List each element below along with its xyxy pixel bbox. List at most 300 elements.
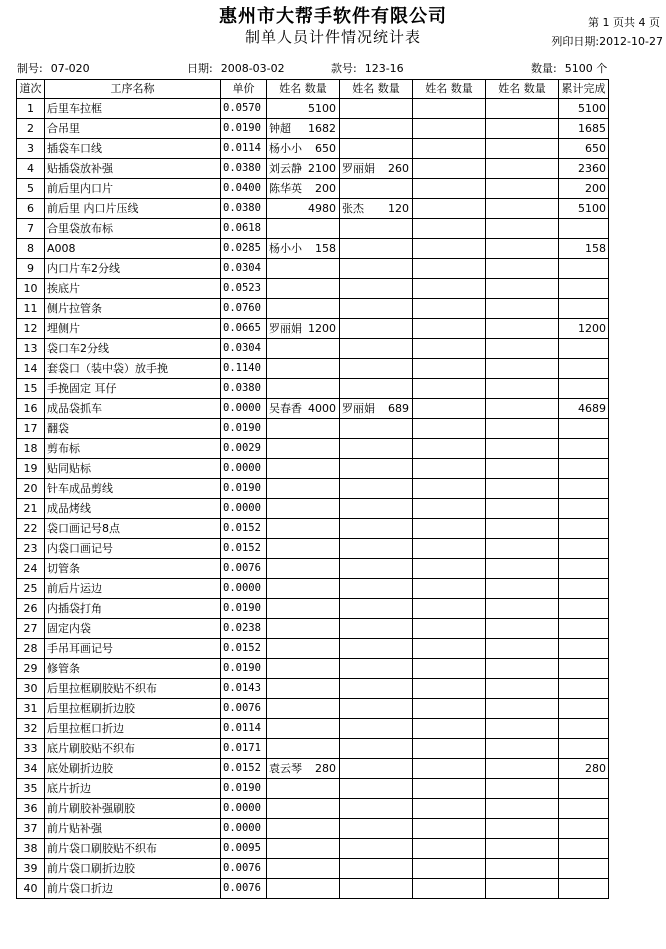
seq-cell: 14 bbox=[17, 359, 45, 379]
seq-cell: 7 bbox=[17, 219, 45, 239]
worker-cell bbox=[413, 539, 486, 559]
worker-cell bbox=[340, 579, 413, 599]
unit-price-cell: 0.0000 bbox=[221, 499, 267, 519]
worker-cell bbox=[267, 179, 340, 199]
cumulative-total-cell bbox=[559, 879, 609, 899]
worker-cell bbox=[486, 279, 559, 299]
worker-cell bbox=[486, 819, 559, 839]
unit-price-cell: 0.0285 bbox=[221, 239, 267, 259]
cumulative-total-cell bbox=[559, 679, 609, 699]
unit-price-cell: 0.0304 bbox=[221, 339, 267, 359]
seq-cell: 9 bbox=[17, 259, 45, 279]
table-row bbox=[17, 339, 609, 359]
worker-cell bbox=[267, 439, 340, 459]
seq-cell: 29 bbox=[17, 659, 45, 679]
worker-cell bbox=[267, 739, 340, 759]
worker-cell bbox=[340, 759, 413, 779]
worker-cell bbox=[413, 859, 486, 879]
table-row bbox=[17, 219, 609, 239]
process-name-cell: 前片袋口刷胶贴不织布 bbox=[45, 839, 221, 859]
table-header-row bbox=[17, 80, 609, 99]
order-no-value: 07-020 bbox=[50, 62, 90, 75]
cumulative-total-cell bbox=[559, 799, 609, 819]
table-row bbox=[17, 879, 609, 899]
table-row bbox=[17, 719, 609, 739]
cumulative-total-cell: 4689 bbox=[559, 399, 609, 419]
order-no bbox=[17, 60, 90, 76]
worker-cell bbox=[413, 619, 486, 639]
process-name-cell: 后里拉框刷折边胶 bbox=[45, 699, 221, 719]
unit-price-cell: 0.0238 bbox=[221, 619, 267, 639]
unit-price-cell: 0.0000 bbox=[221, 799, 267, 819]
table-row bbox=[17, 419, 609, 439]
seq-cell: 37 bbox=[17, 819, 45, 839]
worker-cell bbox=[340, 439, 413, 459]
style-no bbox=[331, 60, 404, 76]
worker-cell bbox=[486, 659, 559, 679]
worker-qty: 1682 bbox=[308, 122, 336, 135]
worker-cell bbox=[413, 819, 486, 839]
worker-cell bbox=[413, 359, 486, 379]
cumulative-total-cell bbox=[559, 699, 609, 719]
seq-cell: 15 bbox=[17, 379, 45, 399]
worker-cell bbox=[486, 239, 559, 259]
cumulative-total-cell bbox=[559, 819, 609, 839]
worker-cell bbox=[486, 739, 559, 759]
worker-cell bbox=[413, 339, 486, 359]
worker-cell bbox=[267, 619, 340, 639]
worker-cell bbox=[486, 199, 559, 219]
col-total-header: 累计完成 bbox=[559, 80, 609, 99]
worker-cell bbox=[486, 379, 559, 399]
worker-cell bbox=[267, 699, 340, 719]
cumulative-total-cell bbox=[559, 339, 609, 359]
process-name-cell: 翻袋 bbox=[45, 419, 221, 439]
cumulative-total-cell: 5100 bbox=[559, 99, 609, 119]
process-name-cell: 挨底片 bbox=[45, 279, 221, 299]
unit-price-cell: 0.0152 bbox=[221, 539, 267, 559]
process-name-cell: 前片贴补强 bbox=[45, 819, 221, 839]
table-row bbox=[17, 159, 609, 179]
seq-cell: 11 bbox=[17, 299, 45, 319]
seq-cell: 40 bbox=[17, 879, 45, 899]
seq-cell: 33 bbox=[17, 739, 45, 759]
worker-cell bbox=[267, 379, 340, 399]
seq-cell: 35 bbox=[17, 779, 45, 799]
cumulative-total-cell bbox=[559, 379, 609, 399]
worker-cell bbox=[340, 299, 413, 319]
col-seq-header: 道次 bbox=[17, 80, 45, 99]
worker-cell bbox=[267, 219, 340, 239]
worker-cell bbox=[413, 199, 486, 219]
unit-price-cell: 0.0190 bbox=[221, 419, 267, 439]
worker-cell bbox=[340, 559, 413, 579]
col-worker2-header: 姓名 数量 bbox=[340, 80, 413, 99]
cumulative-total-cell bbox=[559, 599, 609, 619]
worker-cell bbox=[267, 159, 340, 179]
worker-cell bbox=[413, 119, 486, 139]
worker-cell bbox=[340, 279, 413, 299]
seq-cell: 19 bbox=[17, 459, 45, 479]
unit-price-cell: 0.0380 bbox=[221, 379, 267, 399]
process-name-cell: 后里拉框刷胶贴不织布 bbox=[45, 679, 221, 699]
worker-qty: 280 bbox=[315, 762, 336, 775]
worker-cell bbox=[267, 639, 340, 659]
worker-cell bbox=[486, 479, 559, 499]
unit-price-cell: 0.0076 bbox=[221, 699, 267, 719]
worker-cell bbox=[413, 99, 486, 119]
process-name-cell: 后里拉框口折边 bbox=[45, 719, 221, 739]
worker-cell bbox=[486, 439, 559, 459]
worker-cell bbox=[340, 779, 413, 799]
worker-cell bbox=[486, 619, 559, 639]
process-name-cell: 前片刷胶补强刷胶 bbox=[45, 799, 221, 819]
worker-cell bbox=[413, 799, 486, 819]
worker-name: 杨小小 bbox=[269, 142, 302, 155]
unit-price-cell: 0.0171 bbox=[221, 739, 267, 759]
worker-cell bbox=[340, 399, 413, 419]
process-name-cell: 内插袋打角 bbox=[45, 599, 221, 619]
worker-cell bbox=[267, 459, 340, 479]
worker-cell bbox=[413, 439, 486, 459]
table-row bbox=[17, 539, 609, 559]
worker-cell bbox=[486, 319, 559, 339]
cumulative-total-cell: 158 bbox=[559, 239, 609, 259]
worker-name: 罗丽娟 bbox=[342, 402, 375, 415]
seq-cell: 1 bbox=[17, 99, 45, 119]
table-row bbox=[17, 579, 609, 599]
worker-cell bbox=[413, 779, 486, 799]
process-name-cell: 底片折边 bbox=[45, 779, 221, 799]
worker-cell bbox=[340, 219, 413, 239]
worker-cell bbox=[486, 299, 559, 319]
unit-price-cell: 0.0190 bbox=[221, 599, 267, 619]
table-row bbox=[17, 799, 609, 819]
cumulative-total-cell bbox=[559, 459, 609, 479]
worker-cell bbox=[413, 739, 486, 759]
unit-price-cell: 0.0029 bbox=[221, 439, 267, 459]
process-name-cell: 固定内袋 bbox=[45, 619, 221, 639]
unit-price-cell: 0.0380 bbox=[221, 199, 267, 219]
worker-cell bbox=[267, 719, 340, 739]
worker-cell bbox=[340, 99, 413, 119]
worker-qty: 2100 bbox=[308, 162, 336, 175]
worker-cell bbox=[267, 679, 340, 699]
unit-price-cell: 0.0000 bbox=[221, 399, 267, 419]
cumulative-total-cell: 200 bbox=[559, 179, 609, 199]
seq-cell: 4 bbox=[17, 159, 45, 179]
table-row bbox=[17, 379, 609, 399]
worker-cell bbox=[486, 519, 559, 539]
worker-cell bbox=[486, 759, 559, 779]
process-name-cell: 剪布标 bbox=[45, 439, 221, 459]
worker-name: 陈华英 bbox=[269, 182, 302, 195]
cumulative-total-cell bbox=[559, 299, 609, 319]
process-name-cell: 插袋车口线 bbox=[45, 139, 221, 159]
worker-cell bbox=[340, 859, 413, 879]
worker-cell bbox=[413, 159, 486, 179]
unit-price-cell: 0.0076 bbox=[221, 859, 267, 879]
seq-cell: 25 bbox=[17, 579, 45, 599]
table-row bbox=[17, 259, 609, 279]
seq-cell: 20 bbox=[17, 479, 45, 499]
cumulative-total-cell bbox=[559, 279, 609, 299]
worker-cell bbox=[413, 419, 486, 439]
print-date: 列印日期:2012-10-27 bbox=[551, 35, 663, 48]
seq-cell: 32 bbox=[17, 719, 45, 739]
worker-cell bbox=[267, 239, 340, 259]
cumulative-total-cell bbox=[559, 519, 609, 539]
worker-cell bbox=[486, 559, 559, 579]
unit-price-cell: 0.0114 bbox=[221, 719, 267, 739]
unit-price-cell: 0.0095 bbox=[221, 839, 267, 859]
worker-cell bbox=[267, 139, 340, 159]
unit-price-cell: 0.0152 bbox=[221, 639, 267, 659]
worker-name: 刘云静 bbox=[269, 162, 302, 175]
process-name-cell: 内口片车2分线 bbox=[45, 259, 221, 279]
process-name-cell: 前后里 内口片压线 bbox=[45, 199, 221, 219]
seq-cell: 12 bbox=[17, 319, 45, 339]
worker-cell bbox=[340, 499, 413, 519]
cumulative-total-cell bbox=[559, 619, 609, 639]
table-row bbox=[17, 299, 609, 319]
process-name-cell: 底处刷折边胶 bbox=[45, 759, 221, 779]
worker-name: 袁云琴 bbox=[269, 762, 302, 775]
cumulative-total-cell: 5100 bbox=[559, 199, 609, 219]
table-row bbox=[17, 519, 609, 539]
worker-cell bbox=[340, 319, 413, 339]
table-row bbox=[17, 499, 609, 519]
process-name-cell: 前后里内口片 bbox=[45, 179, 221, 199]
cumulative-total-cell: 2360 bbox=[559, 159, 609, 179]
seq-cell: 6 bbox=[17, 199, 45, 219]
cumulative-total-cell bbox=[559, 719, 609, 739]
worker-cell bbox=[340, 719, 413, 739]
worker-cell bbox=[486, 719, 559, 739]
worker-cell bbox=[340, 339, 413, 359]
unit-price-cell: 0.0190 bbox=[221, 479, 267, 499]
unit-price-cell: 0.0152 bbox=[221, 759, 267, 779]
table-row bbox=[17, 319, 609, 339]
worker-name: 罗丽娟 bbox=[342, 162, 375, 175]
table-row bbox=[17, 559, 609, 579]
seq-cell: 38 bbox=[17, 839, 45, 859]
worker-cell bbox=[486, 499, 559, 519]
worker-cell bbox=[413, 559, 486, 579]
worker-cell bbox=[413, 839, 486, 859]
worker-cell bbox=[267, 539, 340, 559]
style-no-label: 款号: bbox=[331, 62, 357, 75]
worker-cell bbox=[267, 319, 340, 339]
worker-qty: 120 bbox=[388, 202, 409, 215]
seq-cell: 10 bbox=[17, 279, 45, 299]
worker-qty: 260 bbox=[388, 162, 409, 175]
process-name-cell: 合吊里 bbox=[45, 119, 221, 139]
worker-cell bbox=[267, 519, 340, 539]
worker-cell bbox=[340, 359, 413, 379]
worker-cell bbox=[267, 599, 340, 619]
process-name-cell: 后里车拉框 bbox=[45, 99, 221, 119]
worker-qty: 200 bbox=[315, 182, 336, 195]
worker-cell bbox=[267, 779, 340, 799]
seq-cell: 13 bbox=[17, 339, 45, 359]
table-row bbox=[17, 139, 609, 159]
worker-cell bbox=[413, 179, 486, 199]
worker-cell bbox=[340, 199, 413, 219]
piecework-table bbox=[16, 79, 609, 899]
process-name-cell: 前后片运边 bbox=[45, 579, 221, 599]
cumulative-total-cell bbox=[559, 779, 609, 799]
worker-cell bbox=[413, 659, 486, 679]
worker-cell bbox=[340, 839, 413, 859]
unit-price-cell: 0.0190 bbox=[221, 659, 267, 679]
worker-cell bbox=[340, 739, 413, 759]
unit-price-cell: 0.0143 bbox=[221, 679, 267, 699]
unit-price-cell: 0.0380 bbox=[221, 159, 267, 179]
worker-qty: 5100 bbox=[308, 102, 336, 115]
worker-name: 钟超 bbox=[269, 122, 291, 135]
seq-cell: 16 bbox=[17, 399, 45, 419]
worker-cell bbox=[413, 759, 486, 779]
table-row bbox=[17, 359, 609, 379]
worker-cell bbox=[413, 519, 486, 539]
worker-cell bbox=[486, 359, 559, 379]
table-row bbox=[17, 839, 609, 859]
table-row bbox=[17, 179, 609, 199]
worker-cell bbox=[267, 579, 340, 599]
worker-cell bbox=[267, 399, 340, 419]
worker-cell bbox=[267, 419, 340, 439]
date-value: 2008-03-02 bbox=[220, 62, 285, 75]
worker-cell bbox=[486, 679, 559, 699]
page-indicator: 第 1 页共 4 页 bbox=[588, 16, 660, 29]
seq-cell: 2 bbox=[17, 119, 45, 139]
table-row bbox=[17, 659, 609, 679]
seq-cell: 39 bbox=[17, 859, 45, 879]
unit-price-cell: 0.0000 bbox=[221, 819, 267, 839]
table-row bbox=[17, 99, 609, 119]
worker-cell bbox=[413, 219, 486, 239]
worker-cell bbox=[486, 99, 559, 119]
worker-cell bbox=[340, 879, 413, 899]
unit-price-cell: 0.0760 bbox=[221, 299, 267, 319]
worker-cell bbox=[340, 639, 413, 659]
worker-name: 罗丽娟 bbox=[269, 322, 302, 335]
seq-cell: 24 bbox=[17, 559, 45, 579]
seq-cell: 5 bbox=[17, 179, 45, 199]
seq-cell: 27 bbox=[17, 619, 45, 639]
worker-cell bbox=[413, 479, 486, 499]
table-row bbox=[17, 599, 609, 619]
worker-cell bbox=[486, 339, 559, 359]
worker-cell bbox=[340, 519, 413, 539]
process-name-cell: 内袋口画记号 bbox=[45, 539, 221, 559]
table-row bbox=[17, 399, 609, 419]
worker-cell bbox=[340, 819, 413, 839]
worker-cell bbox=[267, 119, 340, 139]
worker-cell bbox=[413, 719, 486, 739]
process-name-cell: 侧片拉管条 bbox=[45, 299, 221, 319]
worker-cell bbox=[267, 479, 340, 499]
worker-cell bbox=[267, 199, 340, 219]
process-name-cell: 底片刷胶贴不织布 bbox=[45, 739, 221, 759]
report-title: 制单人员计件情况统计表 bbox=[244, 28, 421, 46]
report-date bbox=[187, 60, 285, 76]
worker-cell bbox=[486, 579, 559, 599]
seq-cell: 28 bbox=[17, 639, 45, 659]
worker-cell bbox=[486, 539, 559, 559]
worker-cell bbox=[267, 759, 340, 779]
worker-cell bbox=[413, 259, 486, 279]
table-row bbox=[17, 819, 609, 839]
worker-cell bbox=[413, 579, 486, 599]
worker-cell bbox=[267, 339, 340, 359]
worker-cell bbox=[413, 379, 486, 399]
cumulative-total-cell bbox=[559, 839, 609, 859]
worker-name: 杨小小 bbox=[269, 242, 302, 255]
seq-cell: 36 bbox=[17, 799, 45, 819]
worker-cell bbox=[340, 459, 413, 479]
worker-cell bbox=[267, 859, 340, 879]
worker-cell bbox=[340, 799, 413, 819]
seq-cell: 17 bbox=[17, 419, 45, 439]
worker-cell bbox=[340, 619, 413, 639]
table-row bbox=[17, 739, 609, 759]
unit-price-cell: 0.0190 bbox=[221, 779, 267, 799]
worker-cell bbox=[486, 259, 559, 279]
process-name-cell: 修管条 bbox=[45, 659, 221, 679]
process-name-cell: 埋侧片 bbox=[45, 319, 221, 339]
unit-price-cell: 0.0076 bbox=[221, 879, 267, 899]
table-row bbox=[17, 619, 609, 639]
unit-price-cell: 0.0114 bbox=[221, 139, 267, 159]
table-row bbox=[17, 779, 609, 799]
worker-cell bbox=[267, 659, 340, 679]
col-process-header: 工序名称 bbox=[45, 80, 221, 99]
worker-cell bbox=[340, 479, 413, 499]
unit-price-cell: 0.0400 bbox=[221, 179, 267, 199]
worker-cell bbox=[413, 499, 486, 519]
process-name-cell: 贴同贴标 bbox=[45, 459, 221, 479]
seq-cell: 8 bbox=[17, 239, 45, 259]
table-row bbox=[17, 439, 609, 459]
worker-cell bbox=[486, 799, 559, 819]
worker-cell bbox=[486, 179, 559, 199]
company-name: 惠州市大帮手软件有限公司 bbox=[219, 6, 447, 27]
style-no-value: 123-16 bbox=[364, 62, 404, 75]
cumulative-total-cell: 280 bbox=[559, 759, 609, 779]
worker-cell bbox=[413, 319, 486, 339]
cumulative-total-cell bbox=[559, 359, 609, 379]
process-name-cell: 袋口车2分线 bbox=[45, 339, 221, 359]
order-qty bbox=[531, 60, 607, 76]
seq-cell: 31 bbox=[17, 699, 45, 719]
cumulative-total-cell bbox=[559, 739, 609, 759]
seq-cell: 21 bbox=[17, 499, 45, 519]
table-row bbox=[17, 679, 609, 699]
cumulative-total-cell bbox=[559, 419, 609, 439]
cumulative-total-cell bbox=[559, 659, 609, 679]
unit-price-cell: 0.0665 bbox=[221, 319, 267, 339]
process-name-cell: 成品烤线 bbox=[45, 499, 221, 519]
worker-cell bbox=[413, 599, 486, 619]
worker-cell bbox=[340, 539, 413, 559]
worker-cell bbox=[267, 879, 340, 899]
seq-cell: 23 bbox=[17, 539, 45, 559]
unit-price-cell: 0.0190 bbox=[221, 119, 267, 139]
worker-qty: 4000 bbox=[308, 402, 336, 415]
cumulative-total-cell bbox=[559, 639, 609, 659]
